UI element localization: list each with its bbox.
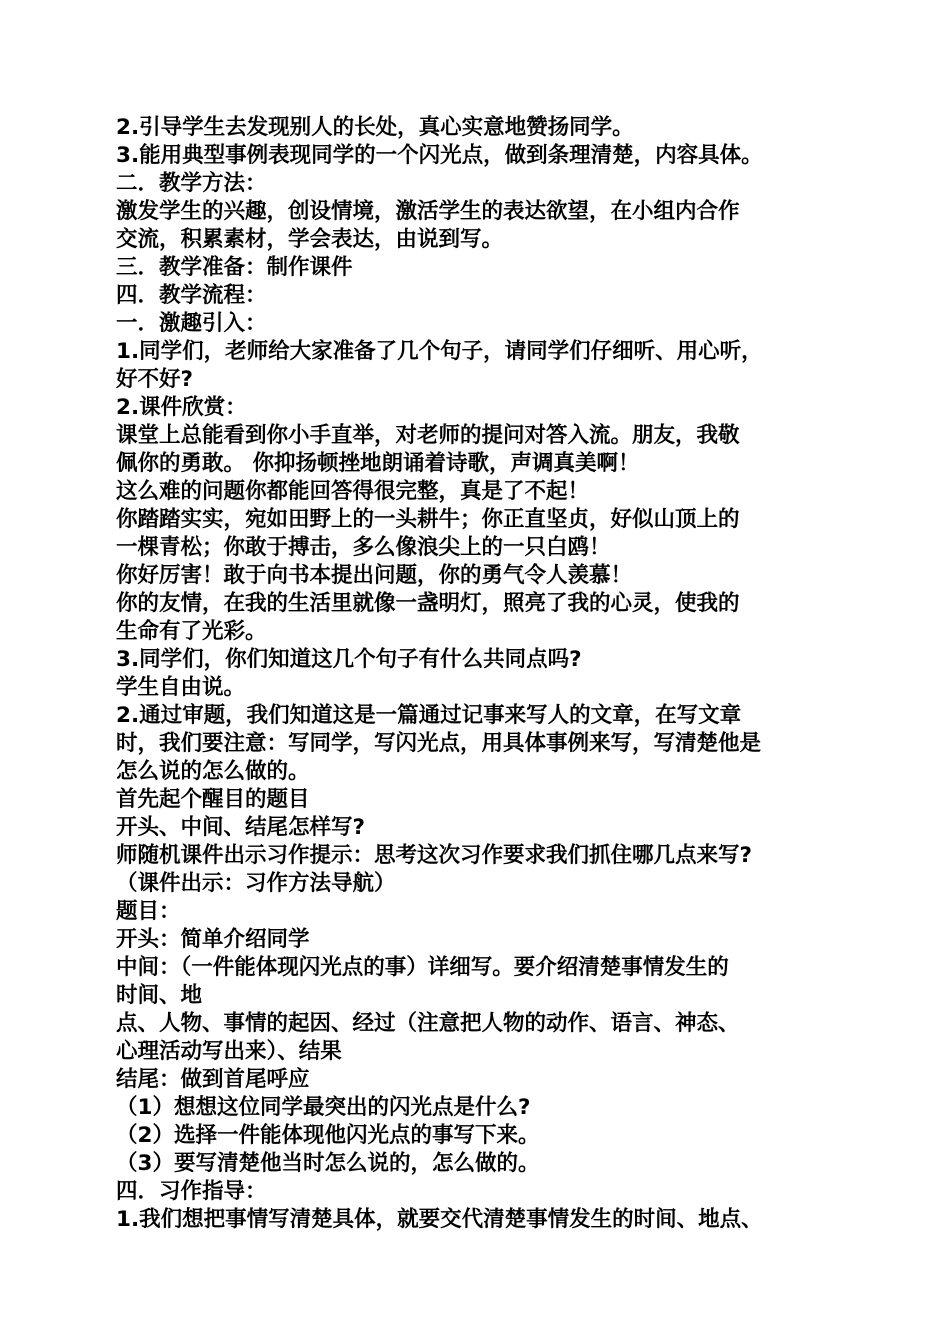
intro-step-1-line-1: 1.同学们，老师给大家准备了几个句子，请同学们仔细听、用心听， <box>116 339 763 364</box>
objective-2: 2.引导学生去发现别人的长处，真心实意地赞扬同学。 <box>116 115 634 140</box>
example-sentence-5-line-1: 你的友情，在我的生活里就像一盏明灯，照亮了我的心灵，使我的 <box>116 591 740 616</box>
heading-introduction: 一．激趣引入： <box>116 311 267 336</box>
intro-step-3: 3.同学们，你们知道这几个句子有什么共同点吗? <box>116 647 582 672</box>
structure-question: 开头、中间、结尾怎样写? <box>116 815 365 840</box>
lesson-plan-text <box>116 114 836 1234</box>
review-step-line-1: 2.通过审题，我们知道这是一篇通过记事来写人的文章，在写文章 <box>116 703 742 728</box>
heading-writing-guidance: 四．习作指导： <box>116 1179 267 1204</box>
outline-opening: 开头：简单介绍同学 <box>116 927 310 952</box>
tip-3: （3）要写清楚他当时怎么说的，怎么做的。 <box>116 1151 540 1176</box>
heading-process: 四．教学流程： <box>116 283 267 308</box>
outline-middle-line-3: 点、人物、事情的起因、经过（注意把人物的动作、语言、神态、 <box>116 1011 740 1036</box>
tip-1: （1）想想这位同学最突出的闪光点是什么? <box>116 1095 531 1120</box>
guidance-step-1: 1.我们想把事情写清楚具体，就要交代清楚事情发生的时间、地点、 <box>116 1207 763 1232</box>
writing-prompt: 师随机课件出示习作提示：思考这次习作要求我们抓住哪几点来写? <box>116 843 752 868</box>
example-sentence-5-line-2: 生命有了光彩。 <box>116 619 267 644</box>
outline-middle-line-1: 中间：（一件能体现闪光点的事）详细写。要介绍清楚事情发生的 <box>116 955 729 980</box>
intro-step-2: 2.课件欣赏： <box>116 395 247 420</box>
example-sentence-3-line-1: 你踏踏实实，宛如田野上的一头耕牛；你正直坚贞，好似山顶上的 <box>116 507 740 532</box>
example-sentence-1-line-2: 佩你的勇敢。 你抑扬顿挫地朗诵着诗歌，声调真美啊！ <box>116 451 640 476</box>
objective-3: 3.能用典型事例表现同学的一个闪光点，做到条理清楚，内容具体。 <box>116 143 763 168</box>
review-step-line-2: 时，我们要注意：写同学，写闪光点，用具体事例来写，写清楚他是 <box>116 731 762 756</box>
teaching-method-line-2: 交流，积累素材，学会表达，由说到写。 <box>116 227 504 252</box>
intro-step-1-line-2: 好不好? <box>116 367 193 392</box>
example-sentence-2: 这么难的问题你都能回答得很完整，真是了不起！ <box>116 479 590 504</box>
tip-2: （2）选择一件能体现他闪光点的事写下来。 <box>116 1123 540 1148</box>
example-sentence-1-line-1: 课堂上总能看到你小手直举，对老师的提问对答入流。朋友，我敬 <box>116 423 740 448</box>
example-sentence-4: 你好厉害！敢于向书本提出问题，你的勇气令人羡慕！ <box>116 563 633 588</box>
teaching-method-line-1: 激发学生的兴趣，创设情境，激活学生的表达欲望，在小组内合作 <box>116 199 740 224</box>
title-tip: 首先起个醒目的题目 <box>116 787 310 812</box>
heading-teaching-method: 二．教学方法： <box>116 171 267 196</box>
heading-preparation: 三．教学准备：制作课件 <box>116 255 353 280</box>
outline-middle-line-2: 时间、地 <box>116 983 203 1008</box>
example-sentence-3-line-2: 一棵青松；你敢于搏击，多么像浪尖上的一只白鸥！ <box>116 535 611 560</box>
students-respond: 学生自由说。 <box>116 675 246 700</box>
outline-title: 题目： <box>116 899 181 924</box>
outline-middle-line-4: 心理活动写出来）、结果 <box>116 1039 342 1064</box>
review-step-line-3: 怎么说的怎么做的。 <box>116 759 310 784</box>
courseware-note: （课件出示：习作方法导航） <box>116 871 396 896</box>
outline-ending: 结尾：做到首尾呼应 <box>116 1067 310 1092</box>
